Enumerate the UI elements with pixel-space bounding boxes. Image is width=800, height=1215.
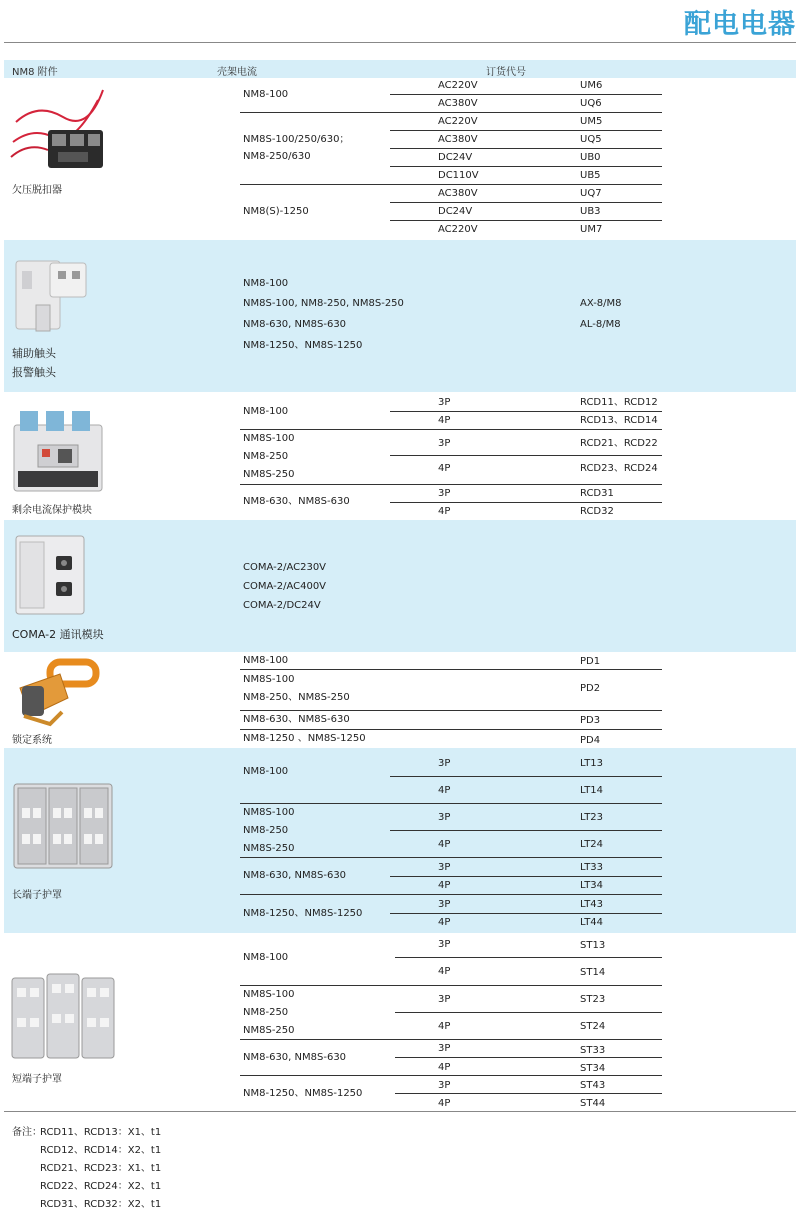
short-frame: NM8-250 bbox=[243, 1007, 289, 1018]
rcd-frame: NM8-630、NM8S-630 bbox=[243, 496, 350, 507]
short-pole: 4P bbox=[438, 1098, 451, 1109]
top-divider bbox=[4, 42, 796, 43]
rcd-code: RCD23、RCD24 bbox=[580, 463, 658, 474]
long-code: LT43 bbox=[580, 899, 604, 910]
uv-voltage: AC380V bbox=[438, 188, 478, 199]
uv-voltage: DC110V bbox=[438, 170, 479, 181]
row-divider bbox=[390, 148, 662, 149]
long-pole: 4P bbox=[438, 917, 451, 928]
row-divider bbox=[240, 669, 662, 670]
rcd-code: RCD32 bbox=[580, 506, 614, 517]
rcd-frame: NM8S-100 bbox=[243, 433, 295, 444]
section-aux-contacts bbox=[4, 240, 796, 392]
table-header bbox=[4, 60, 796, 78]
uv-voltage: AC380V bbox=[438, 98, 478, 109]
uv-frame-2b: NM8-250/630 bbox=[243, 151, 311, 162]
rcd-pole: 3P bbox=[438, 438, 451, 449]
long-pole: 3P bbox=[438, 899, 451, 910]
uv-code: UB5 bbox=[580, 170, 601, 181]
row-divider bbox=[390, 202, 662, 203]
rcd-pole: 4P bbox=[438, 415, 451, 426]
alarm-label: 报警触头 bbox=[12, 366, 56, 379]
short-code: ST44 bbox=[580, 1098, 606, 1109]
aux-label: 辅助触头 bbox=[12, 347, 56, 360]
row-divider bbox=[390, 130, 662, 131]
long-frame: NM8-630, NM8S-630 bbox=[243, 870, 347, 881]
short-pole: 3P bbox=[438, 994, 451, 1005]
note-line: RCD12、RCD14：X2、t1 bbox=[40, 1145, 162, 1156]
short-code: ST23 bbox=[580, 994, 606, 1005]
long-code: LT23 bbox=[580, 812, 604, 823]
coma-module-image bbox=[12, 532, 92, 617]
rcd-pole: 4P bbox=[438, 506, 451, 517]
aux-frame: NM8-630, NM8S-630 bbox=[243, 319, 347, 330]
aux-frame: NM8-100 bbox=[243, 278, 289, 289]
rcd-frame: NM8S-250 bbox=[243, 469, 295, 480]
rcd-module-image bbox=[8, 405, 108, 497]
rcd-code: RCD31 bbox=[580, 488, 614, 499]
short-code: ST34 bbox=[580, 1063, 606, 1074]
uv-code: UB3 bbox=[580, 206, 601, 217]
note-line: RCD31、RCD32：X2、t1 bbox=[40, 1199, 162, 1210]
long-frame: NM8S-100 bbox=[243, 807, 295, 818]
undervoltage-release-image bbox=[8, 82, 108, 177]
long-cover-label: 长端子护罩 bbox=[12, 890, 62, 901]
uv-code: UM5 bbox=[580, 116, 603, 127]
row-divider bbox=[390, 220, 662, 221]
row-divider bbox=[390, 776, 662, 777]
uv-frame-1: NM8-100 bbox=[243, 89, 289, 100]
long-pole: 4P bbox=[438, 839, 451, 850]
uv-voltage: AC220V bbox=[438, 116, 478, 127]
row-divider bbox=[240, 857, 662, 858]
short-pole: 4P bbox=[438, 1021, 451, 1032]
uv-code: UQ5 bbox=[580, 134, 602, 145]
row-divider bbox=[240, 1075, 662, 1076]
notes-prefix: 备注： bbox=[12, 1127, 42, 1138]
short-cover-label: 短端子护罩 bbox=[12, 1074, 62, 1085]
row-divider bbox=[240, 803, 662, 804]
row-divider bbox=[395, 957, 662, 958]
row-divider bbox=[390, 411, 662, 412]
uv-code: UM7 bbox=[580, 224, 603, 235]
brand-title: 配电电器 bbox=[684, 9, 796, 40]
uv-voltage: AC220V bbox=[438, 80, 478, 91]
lock-frame: NM8-1250 、NM8S-1250 bbox=[243, 733, 366, 744]
note-line: RCD21、RCD23：X1、t1 bbox=[40, 1163, 162, 1174]
short-pole: 3P bbox=[438, 939, 451, 950]
row-divider bbox=[240, 484, 662, 485]
coma-item: COMA-2/AC400V bbox=[243, 581, 327, 592]
long-pole: 4P bbox=[438, 880, 451, 891]
rcd-frame: NM8-100 bbox=[243, 406, 289, 417]
rcd-code: RCD13、RCD14 bbox=[580, 415, 658, 426]
uv-code: UB0 bbox=[580, 152, 601, 163]
long-pole: 3P bbox=[438, 812, 451, 823]
aux-code: AX-8/M8 bbox=[580, 298, 622, 309]
long-frame: NM8-100 bbox=[243, 766, 289, 777]
long-pole: 4P bbox=[438, 785, 451, 796]
long-code: LT44 bbox=[580, 917, 604, 928]
short-frame: NM8-630, NM8S-630 bbox=[243, 1052, 347, 1063]
coma-item: COMA-2/DC24V bbox=[243, 600, 321, 611]
row-divider bbox=[240, 1039, 662, 1040]
header-order-code: 订货代号 bbox=[486, 67, 526, 78]
long-code: LT13 bbox=[580, 758, 604, 769]
long-code: LT14 bbox=[580, 785, 604, 796]
short-frame: NM8S-100 bbox=[243, 989, 295, 1000]
row-divider bbox=[395, 1093, 662, 1094]
row-divider bbox=[395, 1012, 662, 1013]
long-frame: NM8-1250、NM8S-1250 bbox=[243, 908, 363, 919]
section-coma bbox=[4, 520, 796, 652]
row-divider bbox=[390, 913, 662, 914]
row-divider bbox=[240, 429, 662, 430]
note-line: RCD22、RCD24：X2、t1 bbox=[40, 1181, 162, 1192]
undervoltage-label: 欠压脱扣器 bbox=[12, 185, 62, 196]
short-code: ST24 bbox=[580, 1021, 606, 1032]
row-divider bbox=[240, 112, 662, 113]
row-divider bbox=[240, 729, 662, 730]
rcd-pole: 3P bbox=[438, 397, 451, 408]
long-frame: NM8S-250 bbox=[243, 843, 295, 854]
short-code: ST13 bbox=[580, 940, 606, 951]
row-divider bbox=[390, 502, 662, 503]
coma-item: COMA-2/AC230V bbox=[243, 562, 327, 573]
rcd-pole: 4P bbox=[438, 463, 451, 474]
note-line: RCD11、RCD13：X1、t1 bbox=[40, 1127, 162, 1138]
long-terminal-cover-image bbox=[12, 778, 116, 874]
short-pole: 4P bbox=[438, 1062, 451, 1073]
coma-label: COMA-2 通讯模块 bbox=[12, 628, 104, 641]
short-frame: NM8-100 bbox=[243, 952, 289, 963]
uv-frame-3: NM8(S)-1250 bbox=[243, 206, 309, 217]
row-divider bbox=[240, 710, 662, 711]
header-frame-current: 壳架电流 bbox=[217, 67, 257, 78]
row-divider bbox=[240, 985, 662, 986]
short-frame: NM8S-250 bbox=[243, 1025, 295, 1036]
rcd-code: RCD11、RCD12 bbox=[580, 397, 658, 408]
row-divider bbox=[390, 94, 662, 95]
uv-code: UQ6 bbox=[580, 98, 602, 109]
row-divider bbox=[240, 184, 662, 185]
aux-code: AL-8/M8 bbox=[580, 319, 621, 330]
lock-frame: NM8S-100 bbox=[243, 674, 295, 685]
uv-code: UM6 bbox=[580, 80, 603, 91]
rcd-code: RCD21、RCD22 bbox=[580, 438, 658, 449]
header-accessory: NM8 附件 bbox=[12, 67, 58, 78]
locking-system-image bbox=[10, 658, 102, 730]
uv-voltage: AC380V bbox=[438, 134, 478, 145]
short-code: ST43 bbox=[580, 1080, 606, 1091]
lock-frame: NM8-630、NM8S-630 bbox=[243, 714, 350, 725]
row-divider bbox=[390, 876, 662, 877]
long-pole: 3P bbox=[438, 862, 451, 873]
short-frame: NM8-1250、NM8S-1250 bbox=[243, 1088, 363, 1099]
lock-code: PD3 bbox=[580, 715, 601, 726]
short-pole: 3P bbox=[438, 1043, 451, 1054]
short-pole: 4P bbox=[438, 966, 451, 977]
lock-frame: NM8-100 bbox=[243, 655, 289, 666]
aux-contact-image bbox=[12, 255, 92, 335]
long-pole: 3P bbox=[438, 758, 451, 769]
long-code: LT24 bbox=[580, 839, 604, 850]
lock-code: PD2 bbox=[580, 683, 601, 694]
row-divider bbox=[390, 455, 662, 456]
uv-voltage: AC220V bbox=[438, 224, 478, 235]
short-code: ST14 bbox=[580, 967, 606, 978]
long-code: LT33 bbox=[580, 862, 604, 873]
lock-code: PD4 bbox=[580, 735, 601, 746]
aux-frame: NM8S-100, NM8-250, NM8S-250 bbox=[243, 298, 404, 309]
long-frame: NM8-250 bbox=[243, 825, 289, 836]
row-divider bbox=[390, 830, 662, 831]
uv-voltage: DC24V bbox=[438, 152, 473, 163]
long-code: LT34 bbox=[580, 880, 604, 891]
row-divider bbox=[395, 1057, 662, 1058]
short-pole: 3P bbox=[438, 1080, 451, 1091]
short-code: ST33 bbox=[580, 1045, 606, 1056]
lock-code: PD1 bbox=[580, 656, 601, 667]
rcd-pole: 3P bbox=[438, 488, 451, 499]
uv-frame-2a: NM8S-100/250/630； bbox=[243, 134, 350, 145]
uv-voltage: DC24V bbox=[438, 206, 473, 217]
locking-label: 锁定系统 bbox=[12, 735, 52, 746]
row-divider bbox=[390, 166, 662, 167]
rcd-label: 剩余电流保护模块 bbox=[12, 505, 92, 516]
uv-code: UQ7 bbox=[580, 188, 602, 199]
short-terminal-cover-image bbox=[10, 968, 118, 1064]
table-bottom-line bbox=[4, 1111, 796, 1112]
aux-frame: NM8-1250、NM8S-1250 bbox=[243, 340, 363, 351]
rcd-frame: NM8-250 bbox=[243, 451, 289, 462]
lock-frame: NM8-250、NM8S-250 bbox=[243, 692, 350, 703]
row-divider bbox=[240, 894, 662, 895]
